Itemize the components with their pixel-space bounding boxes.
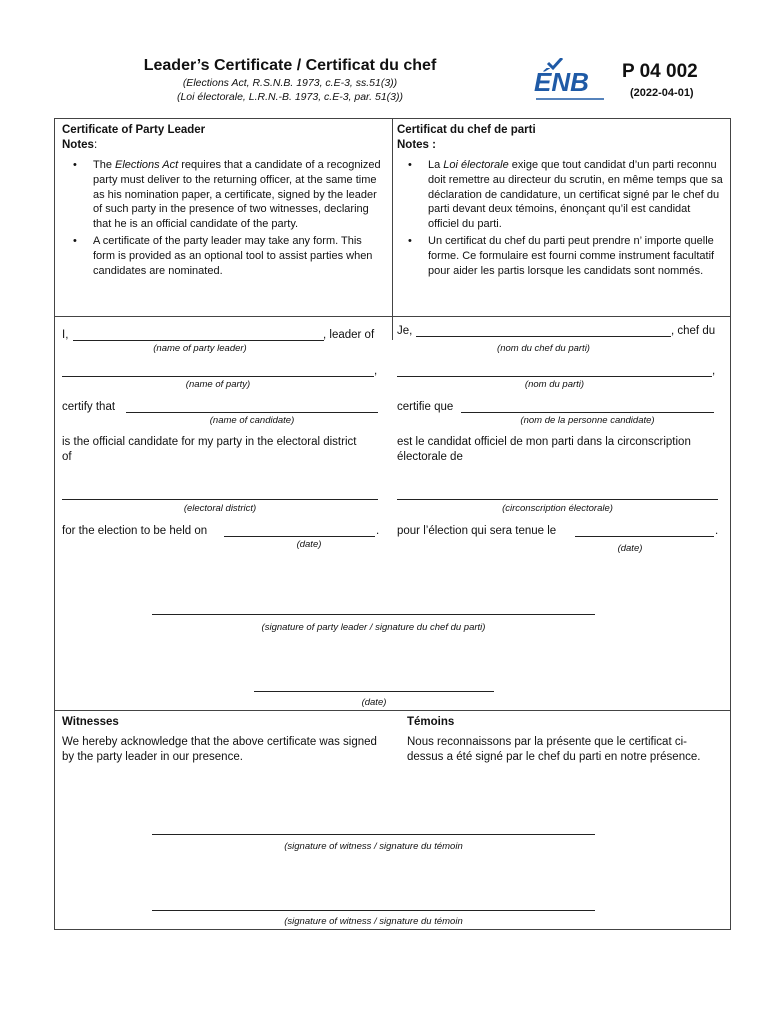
notes-divider <box>392 118 393 316</box>
election-date-field-fr[interactable] <box>575 536 714 537</box>
notes-en-label: Notes: <box>62 139 98 151</box>
form-revision-date: (2022-04-01) <box>630 87 694 99</box>
cap-en-party: (name of party) <box>185 379 251 390</box>
en-comma: , <box>374 365 378 377</box>
witnesses-text-en: We hereby acknowledge that the above certificate was signed by the party leader in our presence. <box>62 736 377 763</box>
cap-fr-leader: (nom du chef du parti) <box>497 343 590 354</box>
fr-certifie-label: certifie que <box>397 401 454 413</box>
section-divider-2 <box>54 710 731 711</box>
notes-en-section <box>62 123 384 280</box>
fr-period: . <box>715 525 719 537</box>
form-number: P 04 002 <box>622 61 698 82</box>
election-date-field-en[interactable] <box>224 536 375 537</box>
title-subtitle-fr: (Loi électorale, L.R.N.-B. 1973, c.E-3, par. 51(3)) <box>176 91 404 103</box>
cap-fr-date: (date) <box>617 543 643 554</box>
notes-en-heading: Certificate of Party Leader <box>62 124 206 136</box>
notes-fr-label: Notes : <box>397 139 436 151</box>
fr-election-label: pour l’élection qui sera tenue le <box>397 525 557 537</box>
cap-en-district: (electoral district) <box>183 503 257 514</box>
cap-signature-date: (date) <box>361 697 387 708</box>
cap-fr-district: (circonscription électorale) <box>502 503 613 514</box>
note-en-2: • A certificate of the party leader may take any form. This form is provided as an optional tool to assist parties when candidates are nominated. <box>93 234 384 278</box>
witnesses-text-fr: Nous reconnaissons par la présente que le certificat ci-dessus a été signé par le chef du parti en notre présence. <box>407 736 701 763</box>
en-certify-label: certify that <box>62 401 116 413</box>
cap-en-date: (date) <box>296 539 322 550</box>
title-subtitle-en: (Elections Act, R.S.N.B. 1973, c.E-3, ss.51(3)) <box>182 77 398 89</box>
party-leader-name-field-fr[interactable] <box>416 336 671 337</box>
note-en-1: • The Elections Act requires that a candidate of a recognized party must deliver to the returning officer, at the same time as his nomination paper, a certificate, signed by the leader of such party in the presence of two witnesses, declaring that he is an official candidate of the party. <box>93 158 384 232</box>
witness2-signature-field[interactable] <box>152 910 595 911</box>
notes-fr-section <box>397 123 723 280</box>
district-field-fr[interactable] <box>397 499 718 500</box>
district-field-en[interactable] <box>62 499 378 500</box>
page-title: Leader’s Certificate / Certificat du chef <box>143 57 437 74</box>
candidate-name-field-en[interactable] <box>126 412 378 413</box>
witnesses-heading-en: Witnesses <box>62 716 119 728</box>
en-i-label: I, <box>62 329 69 341</box>
note-fr-1: • La Loi électorale exige que tout candidat d’un parti reconnu doit remettre au directeur du scrutin, en même temps que sa déclaration de candidature, un certificat signé par le chef du parti devant deux témoins, énonçant qu’il est candidat officiel du parti. <box>428 158 723 232</box>
signature-date-field[interactable] <box>254 691 494 692</box>
candidate-name-field-fr[interactable] <box>461 412 714 413</box>
cap-witness1: (signature of witness / signature du témoin <box>284 841 463 852</box>
witness1-signature-field[interactable] <box>152 834 595 835</box>
party-leader-name-field[interactable] <box>73 340 324 341</box>
en-period: . <box>376 525 380 537</box>
en-official-text: is the official candidate for my party in the electoral district of <box>62 436 357 463</box>
cap-en-leader: (name of party leader) <box>153 343 247 354</box>
fr-official-text: est le candidat officiel de mon parti dans la circonscription électorale de <box>397 436 691 463</box>
form-divider-top <box>392 316 393 340</box>
en-leader-of-label: , leader of <box>323 329 375 341</box>
enb-logo <box>532 58 608 104</box>
fr-comma: , <box>712 365 716 377</box>
note-fr-2: • Un certificat du chef du parti peut prendre n’ importe quelle forme. Ce formulaire est fourni comme instrument facultatif pour aider les partis lorsque les candidats sont nommés. <box>428 234 723 278</box>
cap-fr-candidate: (nom de la personne candidate) <box>520 415 655 426</box>
logo-text: ÉNB <box>534 67 589 97</box>
party-name-field-fr[interactable] <box>397 376 712 377</box>
cap-fr-party: (nom du parti) <box>524 379 585 390</box>
cap-leader-signature: (signature of party leader / signature du chef du parti) <box>261 622 486 633</box>
en-election-label: for the election to be held on <box>62 525 208 537</box>
leader-signature-field[interactable] <box>152 614 595 615</box>
fr-je-label: Je, <box>397 325 413 337</box>
cap-en-candidate: (name of candidate) <box>209 415 295 426</box>
cap-witness2: (signature of witness / signature du témoin <box>284 916 463 927</box>
notes-fr-heading: Certificat du chef de parti <box>397 124 536 136</box>
party-name-field-en[interactable] <box>62 376 374 377</box>
fr-chef-du-label: , chef du <box>671 325 716 337</box>
witnesses-heading-fr: Témoins <box>407 716 455 728</box>
